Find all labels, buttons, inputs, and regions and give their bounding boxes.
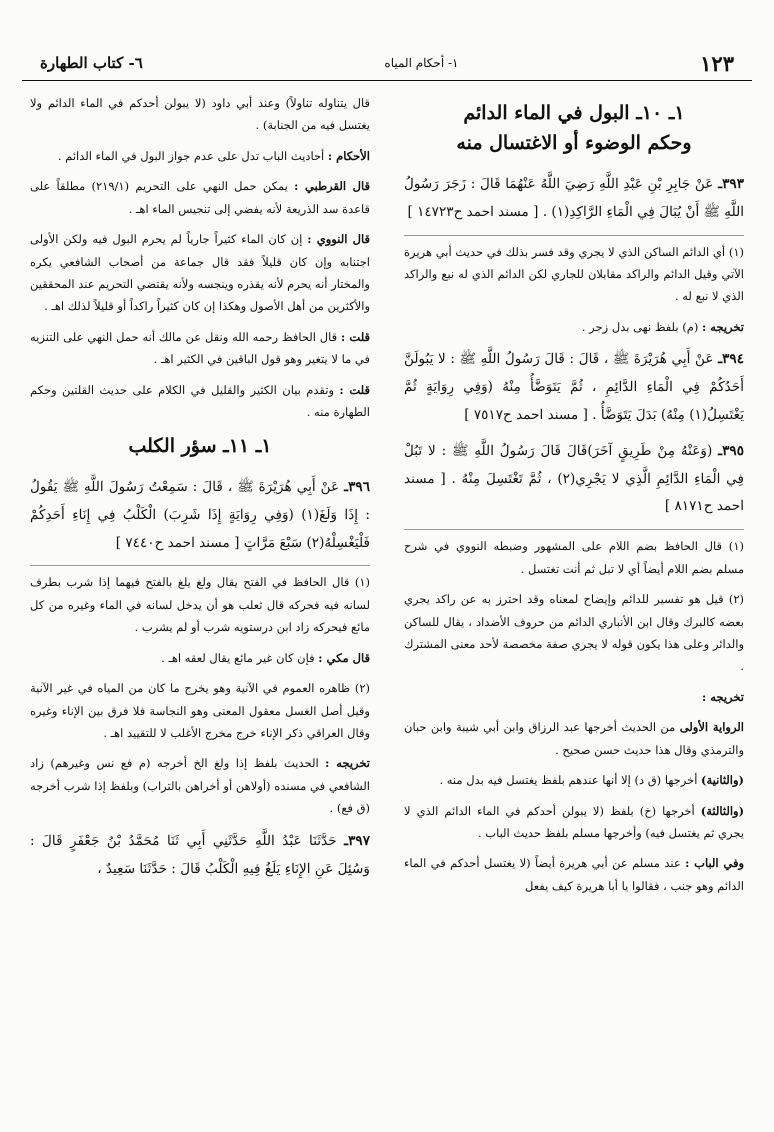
- nawawi-text: إن كان الماء كثيراً جارياً لم يحرم البول فيه ولكن الأولى اجتنابه وإن كان قليلاً فقد قال جماعة من أصحاب الشافعي يكره والمختار أنه يحرم لأنه يقذره وينجسه ولأنه يقتضي التحريم عند المحققين والأكثرين من أهل الأصول وهكذا إن كان كثيراً راكداً أو قليلاً لذلك اهـ .: [30, 232, 370, 314]
- riwaya-label: الرواية الأولى: [679, 720, 744, 735]
- qultu-label: قلت :: [340, 329, 370, 344]
- riwaya-1: [404, 716, 744, 761]
- fil-bab-label: وفي الباب :: [685, 856, 744, 871]
- qurtubi-label: قال القرطبي :: [294, 179, 370, 194]
- fil-bab-text: عند مسلم عن أبي هريرة أيضاً (لا يغتسل أحدكم في الماء الدائم وهو جنب ، فقالوا يا أبا هريرة كيف يفعل: [404, 856, 744, 893]
- hadith-number: ٣٩٧ـ: [344, 832, 370, 849]
- hadith-text: عَنْ أَبِي هُرَيْرَةَ ﷺ ، قَالَ : سَمِعْتُ رَسُولَ اللَّهِ ﷺ يَقُولُ : إِذَا وَلَغَ(١) (وَفِي رِوَايَةٍ إِذَا شَرِبَ) الْكَلْبُ فِي إِنَاءِ أَحَدِكُمْ فَلْيَغْسِلْهُ(٢) سَبْعَ مَرَّاتٍ [ مسند احمد ح٧٤٤٠ ]: [30, 478, 370, 551]
- qultu-label: قلت :: [339, 382, 370, 397]
- qultu-text: وتقدم بيان الكثير والقليل في الكلام على حديث القلتين وحكم الطهارة منه .: [30, 382, 370, 420]
- riwaya-text: من الحديث أخرجها عبد الرزاق وابن أبي شيبة وابن حبان والترمذي وقال هذا حديث حسن صحيح .: [404, 720, 744, 757]
- page-header: [22, 46, 752, 81]
- fil-bab: [404, 852, 744, 897]
- takhrij-text: (م) بلفظ نهى بدل زجر .: [581, 319, 699, 334]
- qurtubi: [30, 175, 370, 220]
- page: [22, 14, 752, 1122]
- hadith-397: [30, 828, 370, 884]
- hadith-number: ٣٩٣ـ: [718, 175, 744, 192]
- makki: [30, 647, 370, 669]
- section-title-line1: ١ـ ١٠ـ البول في الماء الدائم: [463, 102, 685, 124]
- hadith-393: [404, 171, 744, 227]
- qultu-1: [30, 326, 370, 371]
- takhrij: [30, 752, 370, 819]
- book-title: ٦- كتاب الطهارة: [40, 54, 143, 72]
- riwaya-label: (والثانية): [701, 773, 744, 788]
- nawawi: [30, 228, 370, 318]
- hadith-text: (وَعَنْهُ مِنْ طَرِيقٍ آخَرَ)قَالَ قَالَ رَسُولُ اللَّهِ ﷺ : لا تَبُلْ فِي الْمَاءِ الدَّائِمِ الَّذِي لا يَجْرِي(٢) ، ثُمَّ تَغْتَسِلَ مِنْهُ . [ مسند احمد ح٨١٧١ ]: [404, 442, 744, 515]
- nawawi-label: قال النووي :: [307, 232, 370, 247]
- footnote: (٢) قيل هو تفسير للدائم وإيضاح لمعناه وقد احترز به عن راكد يجري بعضه كالبرك وقال ابن الأنباري الدائم من حروف الأضداد ، يقال للساكن والدائر وعلى هذا يكون قوله لا يجري صفة مخصصة لأحد معنى المشترك .: [404, 592, 744, 674]
- hadith-number: ٣٩٤ـ: [718, 351, 744, 368]
- takhrij-heading: تخريجه :: [701, 689, 744, 704]
- makki-text: فإن كان غير مائع يقال لعقه اهـ .: [161, 650, 315, 665]
- hadith-number: ٣٩٦ـ: [344, 478, 370, 495]
- continued-text: قال يتناوله تناولاً) وعند أبي داود (لا يبولن أحدكم في الماء الدائم ولا يغتسل فيه من الجنابة) .: [30, 96, 370, 133]
- left-column: [30, 92, 370, 1122]
- hadith-394: [404, 346, 744, 430]
- qultu-text: قال الحافظ رحمه الله ونقل عن مالك أنه حمل النهي على التنزيه في ما لا يتغير وهو قول الباقين في الكثير اهـ .: [30, 329, 370, 367]
- ahkam-label: الأحكام :: [327, 148, 370, 163]
- section-title-line2: وحكم الوضوء أو الاغتسال منه: [456, 132, 692, 155]
- qultu-2: [30, 379, 370, 424]
- hadith-number: ٣٩٥ـ: [718, 442, 744, 459]
- takhrij-text: الحديث بلفظ إذا ولغ الخ أخرجه (م فع نس وغيرهم) زاد الشافعي في مسنده (أولاهن أو أخراهن بالتراب) وبلفظ إذا شرب أخرجه (ق فع) .: [30, 756, 370, 816]
- takhrij: [404, 316, 744, 338]
- page-number: ١٢٣: [700, 50, 734, 76]
- takhrij-label: تخريجه :: [701, 319, 744, 334]
- riwaya-2: [404, 769, 744, 791]
- takhrij-label: تخريجه :: [325, 756, 370, 771]
- riwaya-3: [404, 800, 744, 845]
- riwaya-text: أخرجها (خ) بلفظ (لا يبولن أحدكم في الماء الدائم الذي لا يجري ثم يغتسل فيه) وأخرجها مسلم بلفظ حديث الباب .: [404, 803, 744, 840]
- hadith-text: عَنْ جَابِرِ بْنِ عَبْدِ اللَّهِ رَضِيَ اللَّهُ عَنْهُمَا قَالَ : زَجَرَ رَسُولُ اللَّهِ ﷺ أَنْ يُبَالَ فِي الْمَاءِ الرَّاكِدِ(١) . [ مسند احمد ح١٤٧٢٣ ]: [404, 175, 744, 220]
- riwaya-label: (والثالثة): [700, 803, 744, 818]
- section-title-sur-kalb: ١ـ ١١ـ سؤر الكلب: [128, 435, 272, 458]
- footnote: (١) قال الحافظ في الفتح يقال ولغ يلغ بالفتح فيهما إذا شرب بطرف لسانه فيه فحركه قال ثعلب هو أن يدخل لسانه في الماء وغيره من كل مائع فيحركه زاد ابن درستويه شرب أو لم يشرب .: [30, 565, 370, 638]
- hadith-396: [30, 474, 370, 558]
- section-title: [404, 98, 744, 159]
- footnote: (١) أي الدائم الساكن الذي لا يجري وقد فسر بذلك في حديث أبي هريرة الآتي وقيل الدائم والراكد مقابلان للجاري لكن الدائم الذي له نبع والراكد الذي لا نبع له .: [404, 235, 744, 308]
- hadith-text: حَدَّثَنَا عَبْدُ اللَّهِ حَدَّثَنِي أَبِي ثَنَا مُحَمَّدُ بْنُ جَعْفَرٍ قَالَ : وَسُئِلَ عَنِ الإِنَاءِ يَلَغُ فِيهِ الْكَلْبُ قَالَ : حَدَّثَنَا سَعِيدٌ ،: [30, 832, 370, 877]
- footnote: (١) قال الحافظ بضم اللام على المشهور وضبطه النووي في شرح مسلم بضم اللام أيضاً أي لا تبل ثم أنت تغتسل .: [404, 529, 744, 580]
- makki-label: قال مكي :: [318, 650, 370, 665]
- hadith-395: [404, 438, 744, 522]
- chapter-title: ١- أحكام المياه: [384, 56, 459, 70]
- riwaya-text: أخرجها (ق د) إلا أنها عندهم بلفظ يغتسل فيه بدل منه .: [439, 773, 698, 788]
- footnote: (٢) ظاهره العموم في الآنية وهو يخرج ما كان من المياه في غير الآنية وقيل أصل الغسل معقول المعنى وهو النجاسة فلا فرق بين الإناء وغيره وقال العراقي ذكر الإناء خرج مخرج الأغلب لا للتقييد اهـ .: [30, 681, 370, 740]
- right-column: [404, 92, 744, 1122]
- ahkam: [30, 145, 370, 167]
- hadith-text: عَنْ أَبِي هُرَيْرَةَ ﷺ ، قَالَ : قَالَ رَسُولُ اللَّهِ ﷺ : لا يَبُولَنَّ أَحَدُكُمْ فِي الْمَاءِ الدَّائِمِ ، ثُمَّ يَتَوَضَّأُ مِنْهُ (وَفِي رِوَايَةٍ ثُمَّ يَغْتَسِلُ(١) مِنْهُ) بَدَلَ يَتَوَضَّأُ . [ مسند احمد ح٧٥١٧ ]: [404, 351, 744, 423]
- ahkam-text: أحاديث الباب تدل على عدم جواز البول في الماء الدائم .: [57, 148, 325, 163]
- qurtubi-text: يمكن حمل النهي على التحريم (٢١٩/١) مطلقاً على قاعدة سد الذريعة لأنه يفضي إلى تنجيس الماء اهـ .: [30, 179, 370, 216]
